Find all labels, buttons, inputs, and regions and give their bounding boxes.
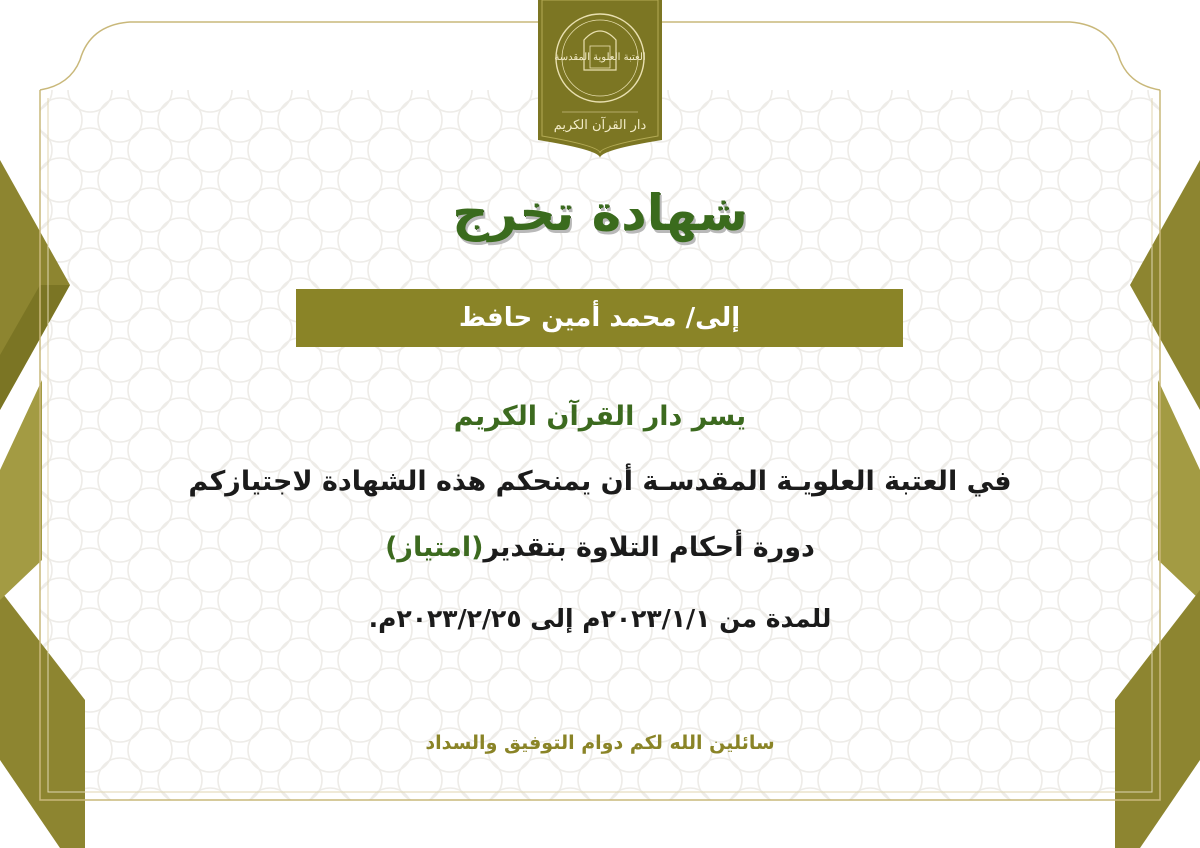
emblem-caption: دار القرآن الكريم [553,118,647,133]
closing-wish: سائلين الله لكم دوام التوفيق والسداد [425,732,775,754]
period-line: للمدة من ٢٠٢٣/١/١م إلى ٢٠٢٣/٢/٢٥م. [368,604,832,633]
grade-label: (امتياز) [385,532,484,563]
institution-emblem [538,0,662,158]
award-statement: في العتبة العلويـة المقدسـة أن يمنحكم هذه الشهادة لاجتيازكم [188,466,1012,497]
emblem-shield [538,0,662,158]
institution-line: يسر دار القرآن الكريم [453,401,747,432]
certificate-title: شهادة تخرج [452,184,748,242]
course-name: دورة أحكام التلاوة بتقدير [483,532,815,563]
recipient-banner: إلى/ محمد أمين حافظ [296,289,903,347]
emblem-seal-text: العتبة العلوية المقدسة [554,52,646,63]
course-grade-line [120,526,1080,570]
